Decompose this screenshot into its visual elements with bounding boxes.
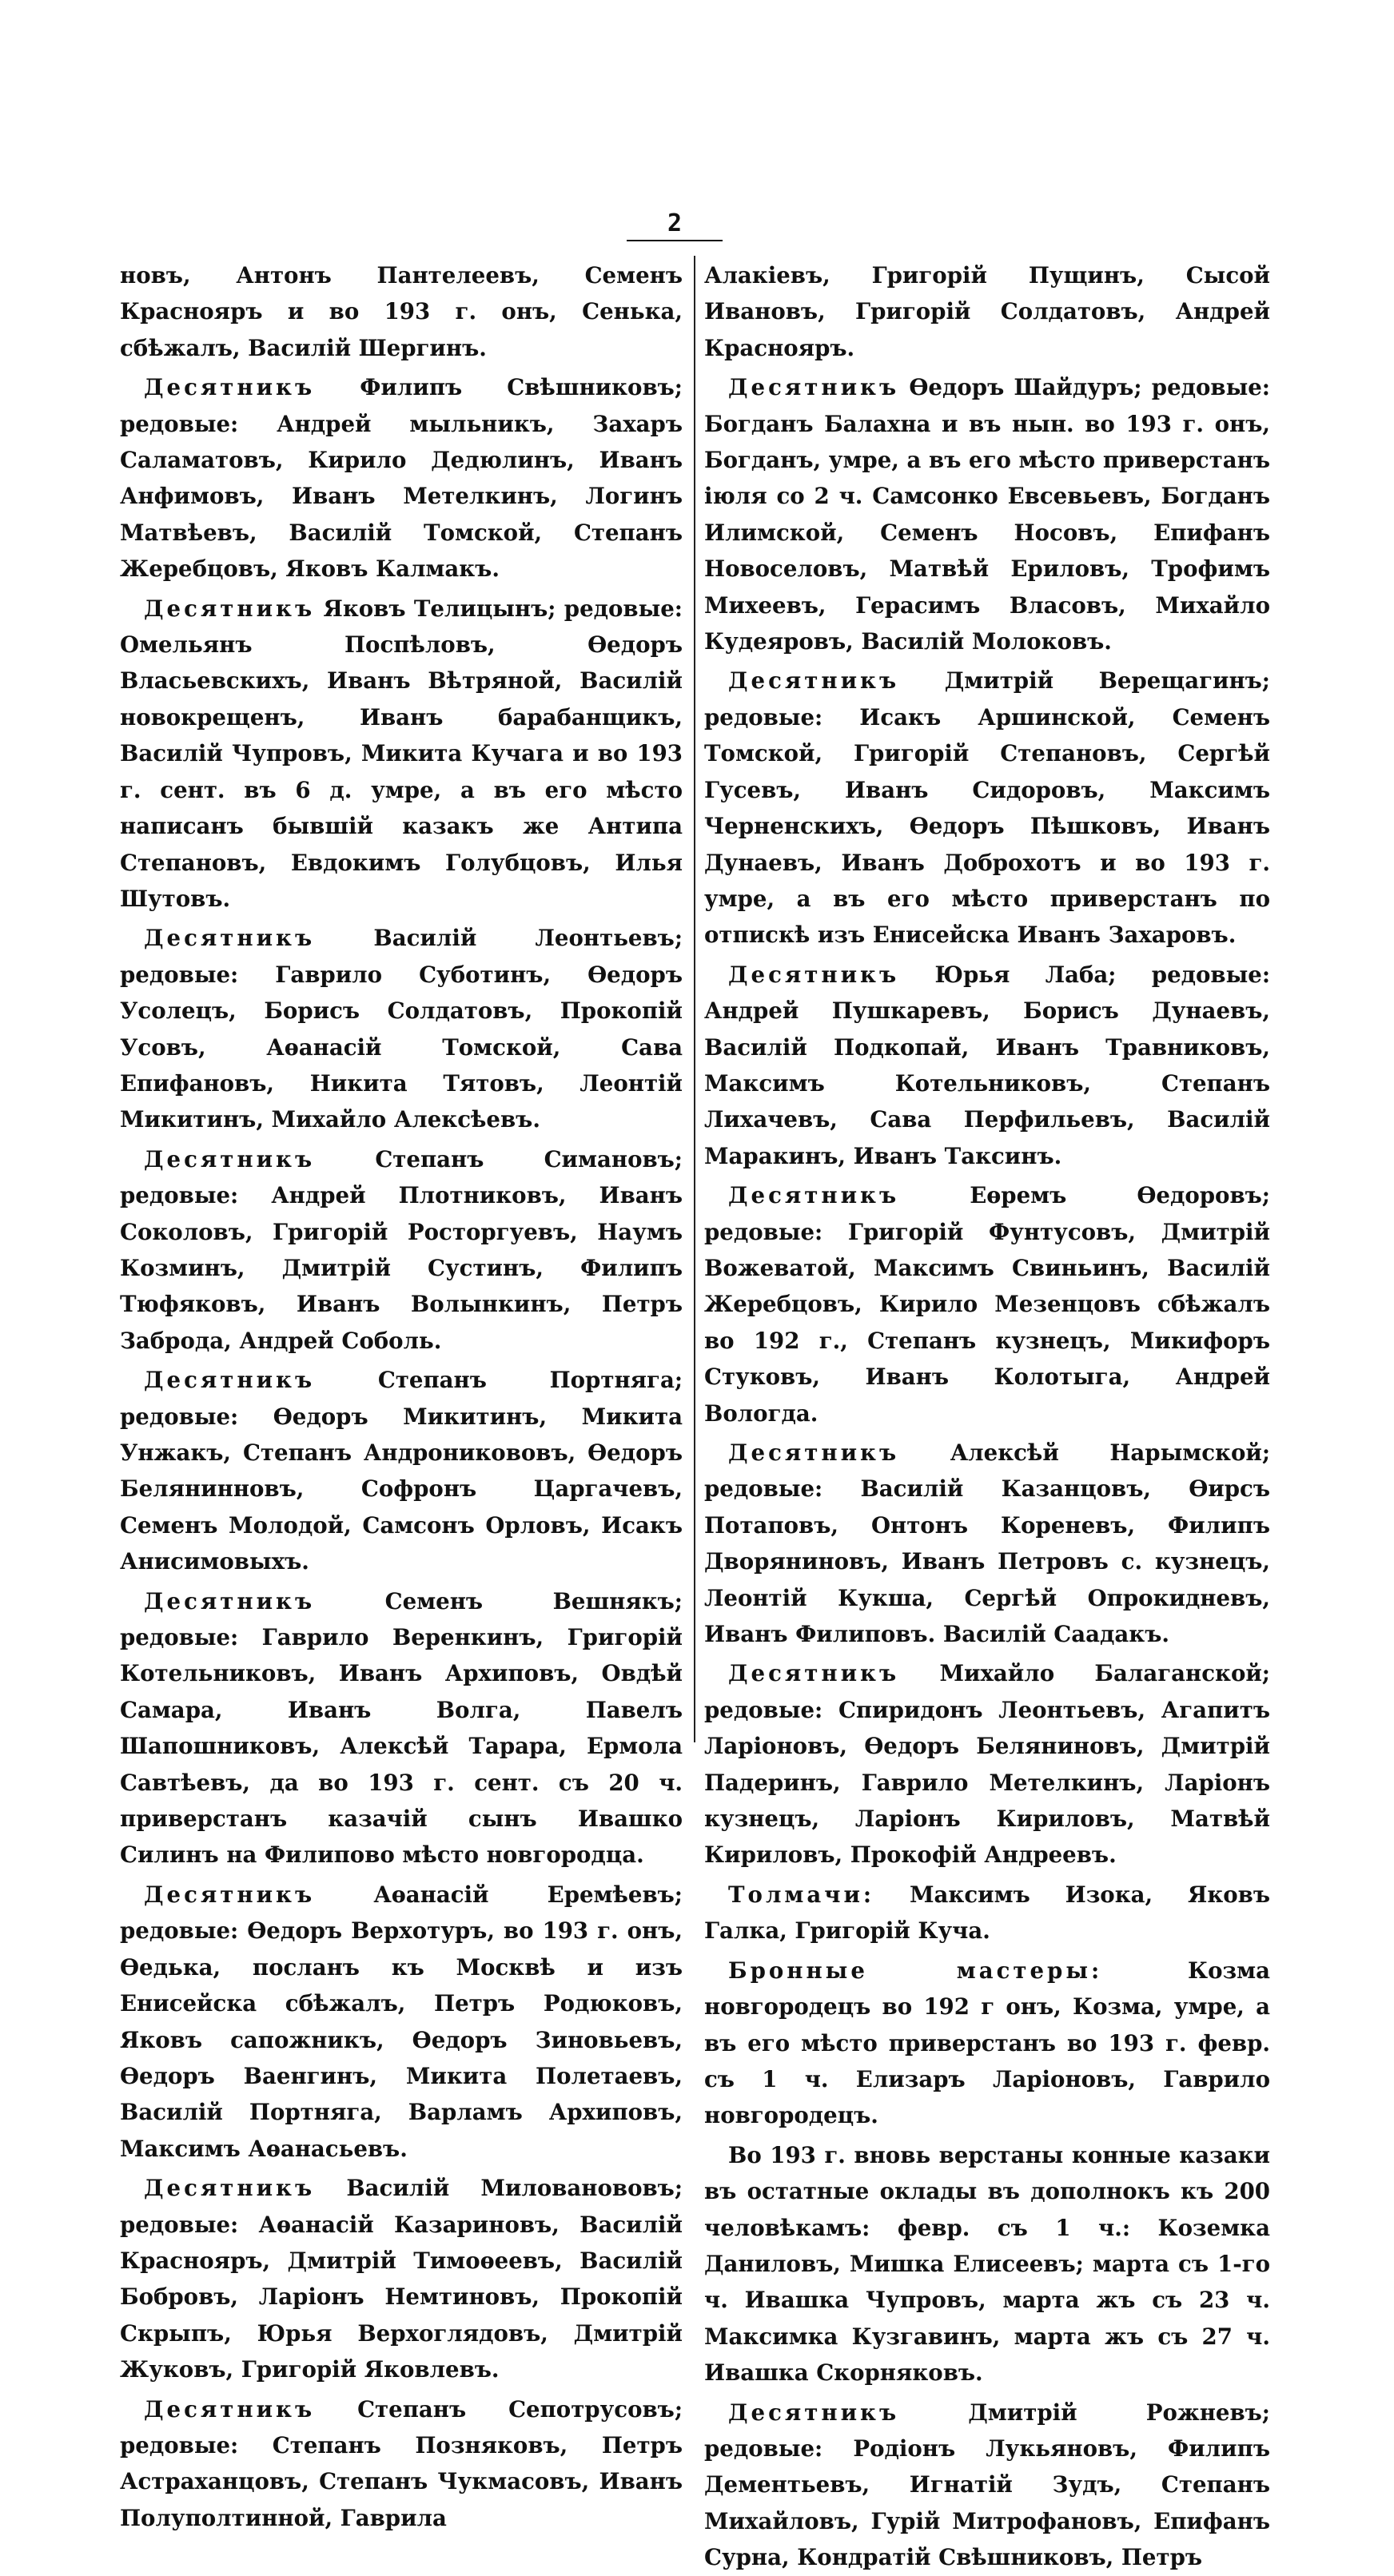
left-entry-1: [120, 369, 683, 587]
entry-text: Юрья Лаба; редовые: Андрей Пушкаревъ, Борисъ Дунаевъ, Василій Подкопай, Иванъ Травниковъ, Максимъ Котельниковъ, Степанъ Лихачевъ, Сава Перфильевъ, Василій Маракинъ, Иванъ Таксинъ.: [704, 961, 1271, 1169]
right-entry-0: [704, 257, 1270, 366]
entry-head: Десятникъ: [144, 1367, 316, 1394]
left-entry-0: [120, 257, 683, 366]
entry-head: Десятникъ: [728, 667, 900, 695]
right-entry-1: [704, 369, 1270, 659]
entry-text: Дмитрій Рожневъ; редовые: Родіонъ Лукьяновъ, Филипъ Дементьевъ, Игнатій Зудъ, Степанъ Михайловъ, Гурій Митрофановъ, Епифанъ Сурна, Кондратій Свѣшниковъ, Петръ: [704, 2399, 1270, 2571]
entry-text: Степанъ Сепотрусовъ; редовые: Степанъ Позняковъ, Петръ Астраханцовъ, Степанъ Чукмасовъ, Иванъ Полуполтинной, Гаврила: [120, 2395, 683, 2531]
entry-text: новъ, Антонъ Пантелеевъ, Семенъ Краснояръ и во 193 г. онъ, Сенька, сбѣжалъ, Василій Шергинъ.: [120, 262, 683, 361]
entry-text: Во 193 г. вновь верстаны конные казаки въ остатные оклады въ дополнокъ къ 200 человѣкамъ: февр. съ 1 ч.: Коземка Даниловъ, Мишка Елисеевъ; марта съ 1-го ч. Ивашка Чупровъ, марта жъ съ 23 ч. Максимка Кузгавинъ, марта жъ съ 27 ч. Ивашка Скорняковъ.: [704, 2141, 1270, 2387]
right-entry-2: [704, 663, 1270, 953]
entry-head: Десятникъ: [144, 2175, 316, 2202]
entry-text: Семенъ Вешнякъ; редовые: Гаврило Веренкинъ, Григорій Котельниковъ, Иванъ Архиповъ, Овдѣй Самара, Иванъ Волга, Павелъ Шапошниковъ, Алексѣй Тарара, Ермола Савтѣевъ, да во 193 г. сент. съ 20 ч. приверстанъ казачій сынъ Ивашко Силинъ на Филипово мѣсто новгородца.: [120, 1587, 683, 1869]
column-divider: [694, 256, 695, 1742]
entry-text: Максимъ Изока, Яковъ Галка, Григорій Куча.: [704, 1881, 1270, 1945]
page-number: 2: [667, 209, 683, 237]
right-entry-6: [704, 1655, 1270, 1873]
entry-text: Василій Леонтьевъ; редовые: Гаврило Суботинъ, Ѳедоръ Усолецъ, Борисъ Солдатовъ, Прокопій Усовъ, Аѳанасій Томской, Сава Епифановъ, Никита Тятовъ, Леонтій Микитинъ, Михайло Алексѣевъ.: [120, 925, 683, 1133]
entry-head: Десятникъ: [728, 1660, 900, 1687]
right-entry-10: [704, 2395, 1270, 2576]
right-entry-9: [704, 2137, 1270, 2391]
entry-text: Аѳанасій Еремѣевъ; редовые: Ѳедоръ Верхотуръ, во 193 г. онъ, Ѳедька, посланъ къ Москвѣ и изъ Енисейска сбѣжалъ, Петръ Родюковъ, Яковъ сапожникъ, Ѳедоръ Зиновьевъ, Ѳедоръ Ваенгинъ, Микита Полетаевъ, Василій Портняга, Варламъ Архиповъ, Максимъ Аѳанасьевъ.: [120, 1881, 683, 2162]
entry-head: Десятникъ: [144, 374, 316, 401]
entry-text: Василій Милованововъ; редовые: Аѳанасій Казариновъ, Василій Краснояръ, Дмитрій Тимоѳеевъ, Василій Бобровъ, Ларіонъ Немтиновъ, Прокопій Скрыпъ, Юрья Верхоглядовъ, Дмитрій Жуковъ, Григорій Яковлевъ.: [120, 2175, 683, 2383]
right-entry-7: [704, 1877, 1270, 1949]
entry-head: Десятникъ: [728, 2399, 900, 2426]
right-entry-5: [704, 1435, 1270, 1652]
entry-head: Толмачи:: [728, 1881, 875, 1908]
entry-head: Десятникъ: [728, 1439, 900, 1466]
left-entry-2: [120, 591, 683, 918]
left-entry-8: [120, 2170, 683, 2387]
right-entry-3: [704, 957, 1270, 1174]
left-entry-9: [120, 2391, 683, 2537]
entry-text: Дмитрій Верещагинъ; редовые: Исакъ Аршинской, Семенъ Томской, Григорій Степановъ, Сергѣй Гусевъ, Иванъ Сидоровъ, Максимъ Черненскихъ, Ѳедоръ Пѣшковъ, Иванъ Дунаевъ, Иванъ Доброхотъ и во 193 г. умре, а въ его мѣсто приверстанъ по отпискѣ изъ Енисейска Иванъ Захаровъ.: [704, 667, 1270, 949]
entry-text: Михайло Балаганской; редовые: Спиридонъ Леонтьевъ, Агапитъ Ларіоновъ, Ѳедоръ Беляниновъ, Дмитрій Падеринъ, Гаврило Метелкинъ, Ларіонъ кузнецъ, Ларіонъ Кириловъ, Матвѣй Кириловъ, Прокофій Андреевъ.: [704, 1660, 1270, 1869]
left-column: [120, 257, 683, 2531]
entry-text: Ѳедоръ Шайдуръ; редовые: Богданъ Балахна и въ нын. во 193 г. онъ, Богданъ, умре, а въ его мѣсто приверстанъ іюля со 2 ч. Самсонко Евсевьевъ, Богданъ Илимской, Семенъ Носовъ, Епифанъ Новоселовъ, Матвѣй Ериловъ, Трофимъ Михеевъ, Герасимъ Власовъ, Михайло Кудеяровъ, Василій Молоковъ.: [704, 374, 1270, 655]
entry-text: Степанъ Симановъ; редовые: Андрей Плотниковъ, Иванъ Соколовъ, Григорій Росторгуевъ, Наумъ Козминъ, Дмитрій Сустинъ, Филипъ Тюфяковъ, Иванъ Волынкинъ, Петръ Заброда, Андрей Соболь.: [120, 1145, 683, 1354]
entry-head: Бронные мастеры:: [728, 1957, 1103, 1984]
entry-head: Десятникъ: [144, 925, 316, 952]
entry-text: Степанъ Портняга; редовые: Ѳедоръ Микитинъ, Микита Унжакъ, Степанъ Андроникововъ, Ѳедоръ Белянинновъ, Софронъ Царгачевъ, Семенъ Молодой, Самсонъ Орловъ, Исакъ Анисимовыхъ.: [120, 1367, 683, 1575]
entry-head: Десятникъ: [144, 1587, 316, 1614]
entry-head: Десятникъ: [728, 961, 900, 988]
entry-text: Яковъ Телицынъ; редовые: Омельянъ Поспѣловъ, Ѳедоръ Власьевскихъ, Иванъ Вѣтряной, Василій новокрещенъ, Иванъ барабанщикъ, Василій Чупровъ, Микита Кучага и во 193 г. сент. въ 6 д. умре, а въ его мѣсто написанъ бывшій казакъ же Антипа Степановъ, Евдокимъ Голубцовъ, Илья Шутовъ.: [120, 595, 683, 912]
right-entry-4: [704, 1177, 1270, 1431]
left-entry-4: [120, 1141, 683, 1359]
entry-text: Филипъ Свѣшниковъ; редовые: Андрей мыльникъ, Захаръ Саламатовъ, Кирило Дедюлинъ, Иванъ Анфимовъ, Иванъ Метелкинъ, Логинъ Матвѣевъ, Василій Томской, Степанъ Жеребцовъ, Яковъ Калмакъ.: [120, 374, 683, 583]
left-entry-6: [120, 1583, 683, 1873]
right-column: [704, 257, 1271, 2571]
entry-head: Десятникъ: [728, 1182, 900, 1209]
entry-text: Козма новгородецъ во 192 г онъ, Козма, умре, а въ его мѣсто приверстанъ во 193 г. февр. съ 1 ч. Елизаръ Ларіоновъ, Гаврило новгородецъ.: [704, 1957, 1270, 2129]
entry-text: Еѳремъ Ѳедоровъ; редовые: Григорій Фунтусовъ, Дмитрій Вожеватой, Максимъ Свиньинъ, Василій Жеребцовъ, Кирило Мезенцовъ сбѣжалъ во 192 г., Степанъ кузнецъ, Микифоръ Стуковъ, Иванъ Колотыга, Андрей Вологда.: [704, 1182, 1270, 1427]
entry-head: Десятникъ: [144, 1881, 316, 1908]
entry-head: Десятникъ: [728, 374, 900, 401]
entry-text: Алакіевъ, Григорій Пущинъ, Сысой Ивановъ, Григорій Солдатовъ, Андрей Краснояръ.: [704, 262, 1270, 361]
page-number-rule: [627, 240, 723, 241]
entry-text: Алексѣй Нарымской; редовые: Василій Казанцовъ, Ѳирсъ Потаповъ, Онтонъ Кореневъ, Филипъ Дворяниновъ, Иванъ Петровъ с. кузнецъ, Леонтій Кукша, Сергѣй Опрокидневъ, Иванъ Филиповъ. Василій Саадакъ.: [704, 1439, 1270, 1648]
left-entry-3: [120, 920, 683, 1137]
entry-head: Десятникъ: [144, 2395, 316, 2423]
entry-head: Десятникъ: [144, 1145, 316, 1173]
left-entry-7: [120, 1877, 683, 2167]
right-entry-8: [704, 1953, 1270, 2134]
entry-head: Десятникъ: [144, 595, 316, 622]
left-entry-5: [120, 1362, 683, 1579]
